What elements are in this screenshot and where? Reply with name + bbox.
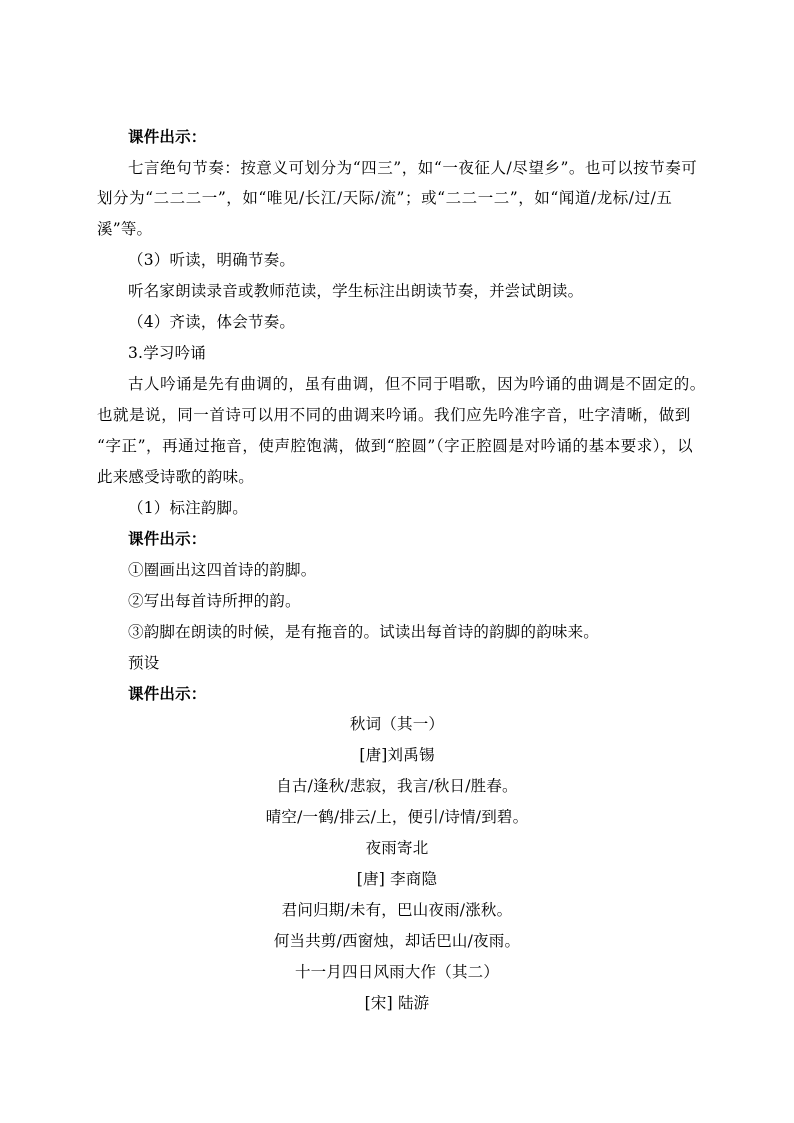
paragraph-line: 听名家朗读录音或教师范读，学生标注出朗读节奏，并尝试朗读。 (128, 282, 584, 300)
poem-author: [唐]刘禹锡 (359, 746, 435, 764)
paragraph-line: 也就是说，同一首诗可以用不同的曲调来吟诵。我们应先吟准字音，吐字清晰，做到 (97, 406, 691, 424)
list-item: ②写出每首诗所押的韵。 (128, 592, 301, 610)
section-heading: 3.学习吟诵 (128, 344, 206, 362)
paragraph-line: 划分为“二二二一”，如“唯见/长江/天际/流”；或“二二一二”，如“闻道/龙标/过/五 (97, 189, 673, 207)
step-heading: （3）听读，明确节奏。 (128, 251, 296, 269)
paragraph-line: 古人吟诵是先有曲调的，虽有曲调，但不同于唱歌，因为吟诵的曲调是不固定的。 (128, 375, 706, 393)
poem-line: 何当共剪/西窗烛，却话巴山/夜雨。 (273, 932, 521, 950)
paragraph-line: “字正”，再通过拖音，使声腔饱满，做到“腔圆”（字正腔圆是对吟诵的基本要求），以 (97, 437, 694, 455)
poem-line: 自古/逢秋/悲寂，我言/秋日/胜春。 (276, 777, 518, 795)
courseware-heading: 课件出示： (128, 530, 207, 548)
poem-author: [唐] 李商隐 (356, 870, 438, 888)
poem-line: 君问归期/未有，巴山夜雨/涨秋。 (281, 901, 513, 919)
poem-title: 秋词（其一） (349, 715, 445, 733)
poem-line: 晴空/一鹤/排云/上，便引/诗情/到碧。 (265, 808, 529, 826)
paragraph-line: 溪”等。 (97, 220, 153, 238)
step-heading: （4）齐读，体会节奏。 (128, 313, 296, 331)
paragraph-line: 此来感受诗歌的韵味。 (97, 468, 255, 486)
list-item: ③韵脚在朗读的时候，是有拖音的。试读出每首诗的韵脚的韵味来。 (128, 623, 600, 641)
poem-author: [宋] 陆游 (364, 994, 430, 1012)
poem-title: 十一月四日风雨大作（其二） (294, 963, 500, 981)
step-heading: （1）标注韵脚。 (128, 499, 248, 517)
preset-label: 预设 (128, 654, 160, 672)
courseware-heading: 课件出示： (128, 685, 207, 703)
paragraph-line: 七言绝句节奏：按意义可划分为“四三”，如“一夜征人/尽望乡”。也可以按节奏可 (128, 159, 698, 177)
list-item: ①圈画出这四首诗的韵脚。 (128, 561, 317, 579)
poem-title: 夜雨寄北 (365, 839, 429, 857)
courseware-heading: 课件出示： (128, 128, 207, 146)
